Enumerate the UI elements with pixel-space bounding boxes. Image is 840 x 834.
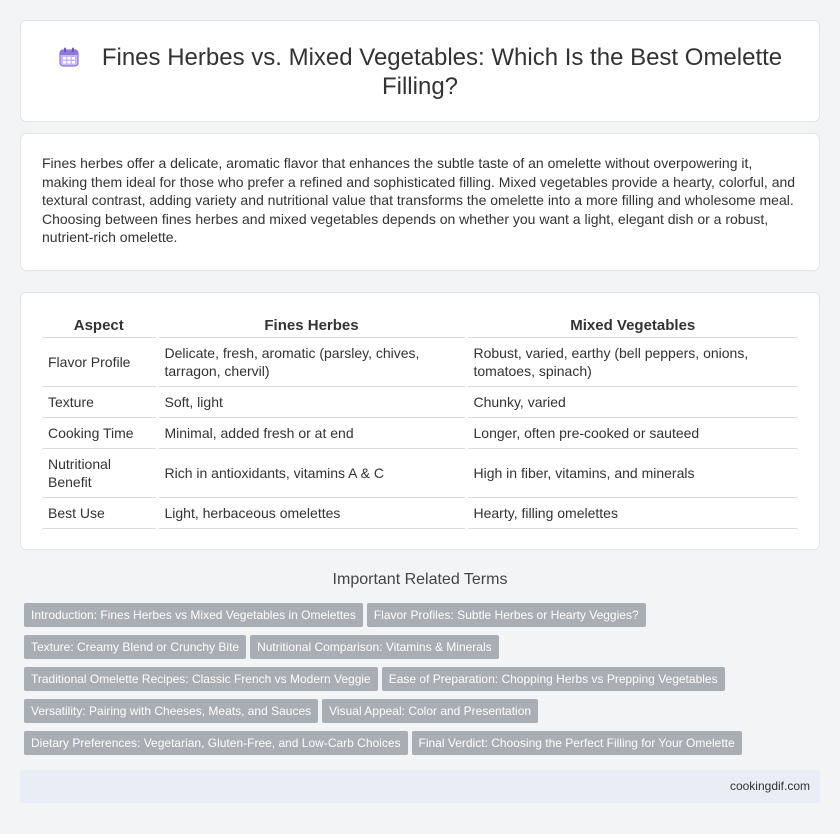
related-terms-title: Important Related Terms (332, 571, 508, 588)
related-tag-final-verdict[interactable]: Final Verdict: Choosing the Perfect Filling for Your Omelette (412, 731, 742, 755)
related-tag-visual-appeal[interactable]: Visual Appeal: Color and Presentation (322, 699, 538, 723)
row-fines-herbes: Minimal, added fresh or at end (157, 417, 466, 448)
related-tag-nutritional-comparison[interactable]: Nutritional Comparison: Vitamins & Minerals (250, 635, 499, 659)
row-mixed-vegetables: High in fiber, vitamins, and minerals (466, 448, 798, 497)
table-row (42, 386, 798, 417)
footer-site-name: cookingdif.com (729, 779, 810, 793)
page-title (21, 43, 819, 101)
header-fines-herbes: Fines Herbes (157, 315, 466, 337)
footer (20, 770, 820, 803)
row-aspect: Nutritional Benefit (42, 448, 157, 497)
header-aspect: Aspect (42, 315, 157, 337)
title-text: Fines Herbes vs. Mixed Vegetables: Which Is the Best Omelette Filling? (101, 44, 783, 100)
related-tag-flavor-profiles[interactable]: Flavor Profiles: Subtle Herbes or Hearty Veggies? (367, 603, 646, 627)
table-row (42, 337, 798, 386)
row-aspect: Texture (42, 386, 157, 417)
comparison-table (42, 315, 798, 529)
related-tag-texture[interactable]: Texture: Creamy Blend or Crunchy Bite (24, 635, 246, 659)
title-card (20, 20, 820, 122)
row-fines-herbes: Delicate, fresh, aromatic (parsley, chives, tarragon, chervil) (157, 337, 466, 386)
intro-paragraph: Fines herbes offer a delicate, aromatic flavor that enhances the subtle taste of an omelette without overpowering it, making them ideal for those who prefer a refined and sophisticated filling. Mixed vegetables provide a hearty, colorful, and textural contrast, adding variety and nutritional value that transforms the omelette into a more filling and wholesome meal. Choosing between fines herbes and mixed vegetables depends on whether you want a light, elegant dish or a robust, nutrient-rich omelette. (42, 155, 796, 245)
row-fines-herbes: Light, herbaceous omelettes (157, 497, 466, 528)
related-tag-ease-of-preparation[interactable]: Ease of Preparation: Chopping Herbs vs Prepping Vegetables (382, 667, 725, 691)
related-tag-dietary-preferences[interactable]: Dietary Preferences: Vegetarian, Gluten-Free, and Low-Carb Choices (24, 731, 408, 755)
row-aspect: Cooking Time (42, 417, 157, 448)
table-header-row (42, 315, 798, 337)
calendar-icon (58, 46, 80, 68)
comparison-card (20, 292, 820, 550)
header-mixed-vegetables: Mixed Vegetables (466, 315, 798, 337)
related-tags (24, 603, 804, 763)
row-mixed-vegetables: Hearty, filling omelettes (466, 497, 798, 528)
row-aspect: Flavor Profile (42, 337, 157, 386)
row-fines-herbes: Rich in antioxidants, vitamins A & C (157, 448, 466, 497)
related-tag-versatility[interactable]: Versatility: Pairing with Cheeses, Meats, and Sauces (24, 699, 318, 723)
row-mixed-vegetables: Longer, often pre-cooked or sauteed (466, 417, 798, 448)
related-tag-introduction[interactable]: Introduction: Fines Herbes vs Mixed Vegetables in Omelettes (24, 603, 363, 627)
row-fines-herbes: Soft, light (157, 386, 466, 417)
table-row (42, 448, 798, 497)
row-mixed-vegetables: Chunky, varied (466, 386, 798, 417)
row-aspect: Best Use (42, 497, 157, 528)
intro-card (20, 133, 820, 271)
table-row (42, 497, 798, 528)
related-tag-traditional-recipes[interactable]: Traditional Omelette Recipes: Classic French vs Modern Veggie (24, 667, 378, 691)
table-row (42, 417, 798, 448)
row-mixed-vegetables: Robust, varied, earthy (bell peppers, onions, tomatoes, spinach) (466, 337, 798, 386)
